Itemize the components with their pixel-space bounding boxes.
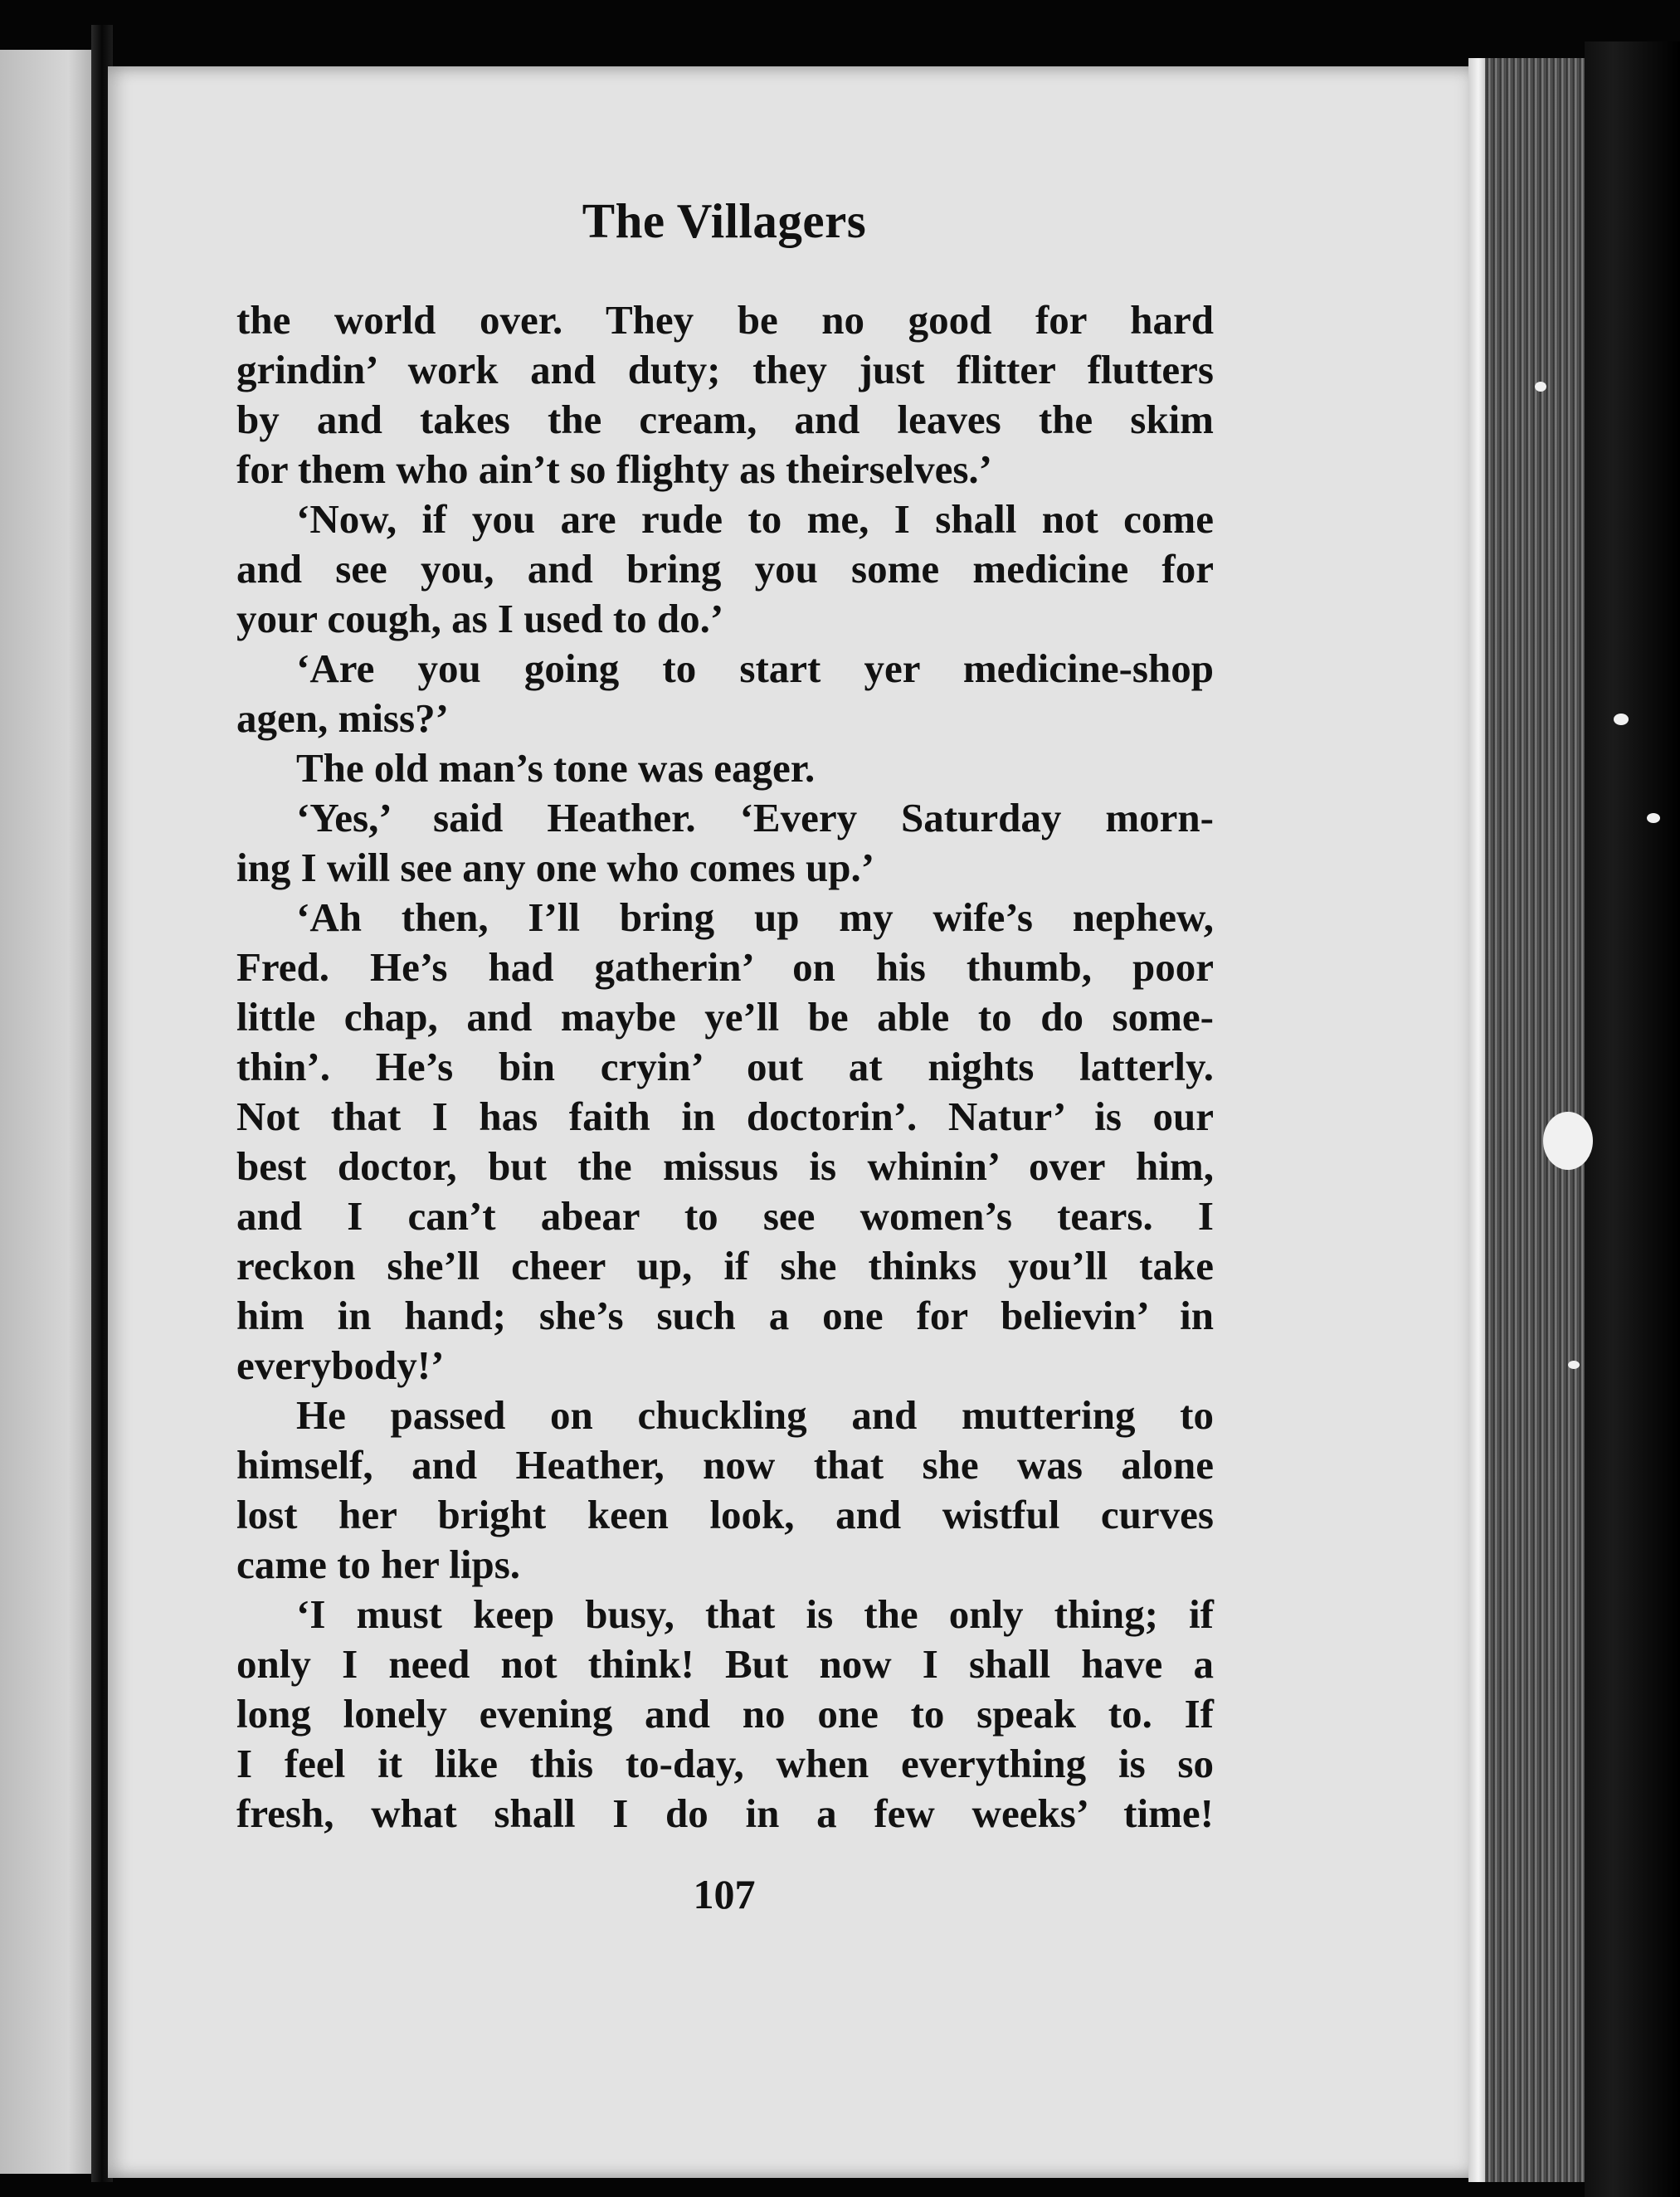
text-line: ‘Ah then, I’ll bring up my wife’s nephew,: [296, 894, 1214, 940]
scan-speck: [1568, 1361, 1580, 1369]
text-line: best doctor, but the missus is whinin’ over him,: [236, 1143, 1214, 1189]
text-line: came to her lips.: [236, 1542, 521, 1587]
text-line: the world over. They be no good for hard: [236, 297, 1214, 343]
text-line: He passed on chuckling and muttering to: [296, 1392, 1214, 1438]
text-line: ‘Are you going to start yer medicine-shop: [296, 645, 1214, 691]
text-line: long lonely evening and no one to speak to. If: [236, 1691, 1214, 1737]
text-line: fresh, what shall I do in a few weeks’ time!: [236, 1790, 1214, 1836]
text-line: ing I will see any one who comes up.’: [236, 845, 875, 890]
scan-speck: [1647, 813, 1660, 823]
text-line: everybody!’: [236, 1342, 445, 1388]
text-line: reckon she’ll cheer up, if she thinks you’ll take: [236, 1243, 1214, 1288]
text-line: himself, and Heather, now that she was alone: [236, 1442, 1214, 1488]
text-line: Fred. He’s had gatherin’ on his thumb, poor: [236, 944, 1214, 990]
body-text: [236, 295, 1214, 1839]
text-line: and see you, and bring you some medicine for: [236, 546, 1214, 592]
text-line: by and takes the cream, and leaves the skim: [236, 397, 1214, 442]
text-line: ‘Yes,’ said Heather. ‘Every Saturday morn-: [296, 795, 1214, 840]
text-line: little chap, and maybe ye’ll be able to do some-: [236, 994, 1214, 1040]
text-line: your cough, as I used to do.’: [236, 596, 724, 641]
text-line: only I need not think! But now I shall have a: [236, 1641, 1214, 1687]
text-line: thin’. He’s bin cryin’ out at nights latterly.: [236, 1044, 1214, 1089]
text-line: and I can’t abear to see women’s tears. I: [236, 1193, 1214, 1239]
text-line: ‘I must keep busy, that is the only thing; if: [296, 1591, 1214, 1637]
text-line: for them who ain’t so flighty as theirselves.’: [236, 446, 992, 492]
text-line: grindin’ work and duty; they just flitter flutters: [236, 347, 1214, 392]
text-line: The old man’s tone was eager.: [296, 745, 816, 791]
facing-page-edge: [0, 50, 98, 2174]
scan-speck: [1614, 714, 1629, 725]
scan-speck: [1535, 382, 1546, 392]
text-line: him in hand; she’s such a one for believin’ in: [236, 1293, 1214, 1338]
text-line: I feel it like this to-day, when everything is so: [236, 1741, 1214, 1786]
scan-speck: [1543, 1112, 1593, 1170]
book-cover-edge: [1585, 41, 1680, 2197]
text-line: agen, miss?’: [236, 695, 449, 741]
text-line: ‘Now, if you are rude to me, I shall not come: [296, 496, 1214, 542]
page-number: 107: [693, 1871, 756, 1917]
running-head: The Villagers: [582, 193, 867, 248]
text-line: lost her bright keen look, and wistful curves: [236, 1492, 1214, 1537]
text-line: Not that I has faith in doctorin’. Natur’ is our: [236, 1094, 1214, 1139]
